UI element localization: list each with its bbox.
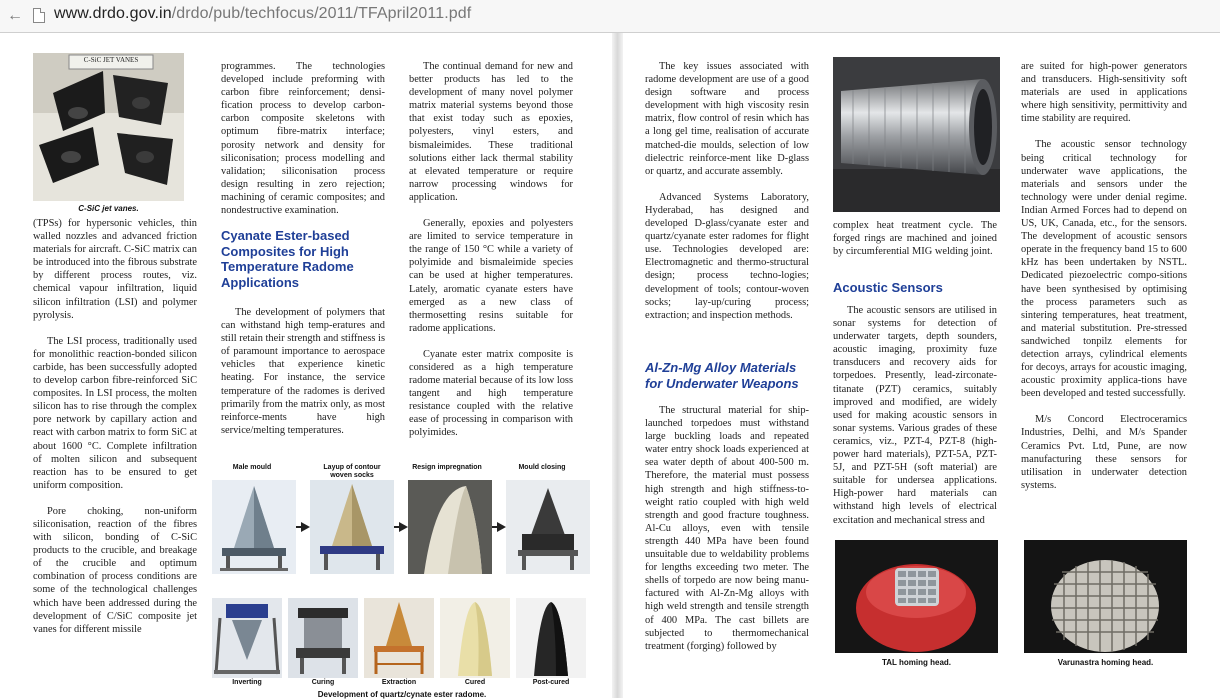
post-cured-radome-image <box>516 598 586 678</box>
pdf-page-left <box>10 33 612 698</box>
section-heading-alloy: Al-Zn-Mg Alloy Materials for Underwater Weapons <box>645 360 799 391</box>
paragraph: The structural material for ship-launched torpedoes must withstand large buckling loads and repeated water entry shock loads experienced at sea water depth of about 400-500 m. Therefore, the material must possess high strength and high stiffness-to-weight ratio coupled with high weld strength and good fracture toughness. Al-Cu alloys, even with tensile strength 440 MPa have been found unsuitable due to weldability problems for lengths exceeding two meter. The shells of torpedo are now being manu-factured with Al-Zn-Mg alloys with high weld strength and tensile strength of 400 MPa. The cast billets are subjected to thermomechanical treatment (forging) followed by <box>645 405 809 652</box>
stage-label: Male mould <box>232 464 272 471</box>
figure-caption-varunastra: Varunastra homing head. <box>1057 658 1154 667</box>
resin-impregnation-image <box>408 480 492 574</box>
section-heading-acoustic-sensors: Acoustic Sensors <box>833 280 943 295</box>
paragraph: The continual demand for new and better products has led to the development of many novel polymer matrix material systems beyond those that exist today such as epoxies, polyesters, vinyl esters, and bismaleimides. These traditional solutions either lack thermal stability at elevated temperature or require narrow processing windows for application. <box>409 61 573 203</box>
text-column-2 <box>221 60 385 217</box>
browser-address-bar <box>0 0 1220 33</box>
text-column-1b <box>645 404 809 653</box>
paragraph: The acoustic sensors are utilised in sonar systems for detection of underwater targets, depth sounders, acoustic imaging, proximity fuze transducers and recovery aids for torpedoes. Presently, lead-zirconate-titanate (PZT) ceramics, suitably improved and modified, are widely used for making acoustic sensors in sonar systems. Various grades of these ceramics, viz., PZT-4, PZT-8 (high-power hard materials), PZT-5A, PZT-5J, and PZT-5H (soft material) are suitable for undersea applications. High-power hard materials can withstand high levels of electrical excitation and mechanical stress and <box>833 305 997 526</box>
paragraph: The key issues associated with radome development are use of a good design software and process development with high viscosity resin matrix, flow control of resin which has a long gel time, realisation of accurate matched-die moulds, selection of low dielectric reinforce-ment like D-glass or quartz, and accurate assembly. <box>645 61 809 177</box>
text-column-1 <box>645 60 809 322</box>
back-arrow-icon[interactable]: ← <box>7 7 23 24</box>
photo-label: C-SiC JET VANES <box>83 56 139 64</box>
text-column-1 <box>33 217 197 636</box>
radome-process-figure <box>212 458 592 698</box>
arrow-right-icon <box>399 522 408 532</box>
extraction-image <box>364 598 434 678</box>
cured-radome-image <box>440 598 510 678</box>
paragraph: are suited for high-power generators and transducers. High-sensitivity soft materials are used in applications where high sensitivity, permittivity and time stability are required. <box>1021 61 1187 125</box>
jet-vanes-photo <box>33 53 184 201</box>
page-icon <box>33 8 45 23</box>
text-column-2b <box>221 306 385 437</box>
url-field[interactable] <box>54 5 471 23</box>
paragraph: Pore choking, non-uniform siliconisation, reaction of the fibres with silicon, bonding of C-SiC products to the crucible, and breakage of the crucible and optimum combination of process conditions are some of the technological challenges which have been addressed during the development of C/SiC composite jet vanes for different missile <box>33 505 197 635</box>
paragraph: Advanced Systems Laboratory, Hyderabad, has designed and developed D-glass/cyanate ester and quartz/cyanate ester radomes for flight use. Technologies developed are: Electromagnetic and thermo-structural design; process techno-logies; development of tools; contour-woven socks; lay-up/curing process; extraction; and inspection methods. <box>645 191 809 321</box>
paragraph: programmes. The technologies developed include preforming with carbon fibre reinforcement; densi-fication process to develop carbon-carbon composite skeletons with optimum fibre-matrix interface; porosity network and density for siliconisation; process modelling and validation; siliconisation process design resulting in zero rejection; machining of ceramic composites; and nondestructive examination. <box>221 61 385 217</box>
paragraph: M/s Concord Electroceramics Industries, Delhi, and M/s Spander Ceramics Pvt. Ltd, Pune, are now manufacturing these sensors for utilisation in underwater detection systems. <box>1021 414 1187 491</box>
text-column-2 <box>833 219 997 258</box>
male-mould-image <box>212 480 296 574</box>
tal-homing-head-photo <box>835 540 998 653</box>
figure-caption-jet-vanes: C-SiC jet vanes. <box>78 204 139 213</box>
layup-contour-image <box>310 480 394 574</box>
text-column-2b <box>833 304 997 527</box>
section-heading-cyanate-ester: Cyanate Ester-based Composites for High Temperature Radome Applications <box>221 228 354 290</box>
inverting-image <box>212 598 282 678</box>
paragraph: The development of polymers that can withstand high temp-eratures and still retain their strength and stiffness is of paramount importance to aerospace vehicles that experience kinetic heating. For instance, the service temperature of the radomes is derived primarily from the matrix only, as most reinforce-ments have high service/melting temperatures. <box>221 307 385 436</box>
curing-image <box>288 598 358 678</box>
url-host: www.drdo.gov.in <box>54 5 172 22</box>
torpedo-shell-photo <box>833 57 1000 212</box>
url-path: /drdo/pub/techfocus/2011/TFApril2011.pdf <box>171 5 472 22</box>
arrow-right-icon <box>497 522 506 532</box>
pdf-page-right <box>623 33 1220 698</box>
figure-caption-tal: TAL homing head. <box>881 658 952 667</box>
page-gutter <box>612 33 623 698</box>
stage-label: Extraction <box>381 679 417 686</box>
paragraph: Cyanate ester matrix composite is considered as a high temperature radome material because of its low loss tangent and high temperature resistance coupled with the relative ease of processing in comparison with polyimides. <box>409 348 573 439</box>
stage-label: Curing <box>311 679 335 686</box>
mould-closing-image <box>506 480 590 574</box>
stage-label: Inverting <box>232 679 262 686</box>
arrow-right-icon <box>301 522 310 532</box>
stage-label: Layup of contour woven socks <box>323 464 381 479</box>
stage-label: Resign impregnation <box>412 464 482 471</box>
stage-label: Cured <box>464 679 486 686</box>
paragraph: Generally, epoxies and polyesters are limited to service temperature in the range of 150 °C while a variety of polyimide and bismaleimide species can be used at higher temperatures. Lately, aromatic cyanate esters have emerged as a new class of thermosetting resins suitable for radome applications. <box>409 218 573 334</box>
figure-caption-radome: Development of quartz/cynate ester radome. <box>317 690 487 699</box>
paragraph: The LSI process, traditionally used for monolithic reaction-bonded silicon carbide, has been successfully adopted to develop carbon fibre-reinforced SiC composites. In LSI process, the molten silicon has to rise through the complex pore network by capillary action and react with carbon matrix to form SiC at about 1600 °C. Complete infiltration of molten silicon and subsequent reaction has to be ensured to get uniform composition. <box>33 335 197 491</box>
varunastra-homing-head-photo <box>1024 540 1187 653</box>
stage-label: Post-cured <box>532 679 570 686</box>
text-column-3 <box>1021 60 1187 492</box>
paragraph: The acoustic sensor technology being critical technology for underwater wave applications, the materials and sensors under the technology were under denial regime. Indian Armed Forces had to depend on US, UK, Canada, etc., for the sensors. The development of acoustic sensors operate in the frequency band 15 to 600 kHz has been undertaken by NSTL. Dedicated piezoelectric compo-sitions have been synthesised by optimising the process parameters such as sintering temperatures, heat treatment, and material substitution. Pre-stressed sandwiched tonpilz elements for detection arrays, cylindrical elements for decoys, arrays for acoustic imaging, acoustic proximity applica-tions have been developed and tested successfully. <box>1021 139 1187 400</box>
text-column-3 <box>409 60 573 440</box>
paragraph: (TPSs) for hypersonic vehicles, thin walled nozzles and advanced friction materials for aircraft. C-SiC matrix can be introduced into the fibrous substrate by different process routes, viz. chemical vapour infiltration, liquid silicon infiltration (LSI) and polymer pyrolysis. <box>33 218 197 321</box>
stage-label: Mould closing <box>518 464 566 471</box>
paragraph: complex heat treatment cycle. The forged rings are machined and joined by circumferential MIG welding joint. <box>833 220 997 258</box>
